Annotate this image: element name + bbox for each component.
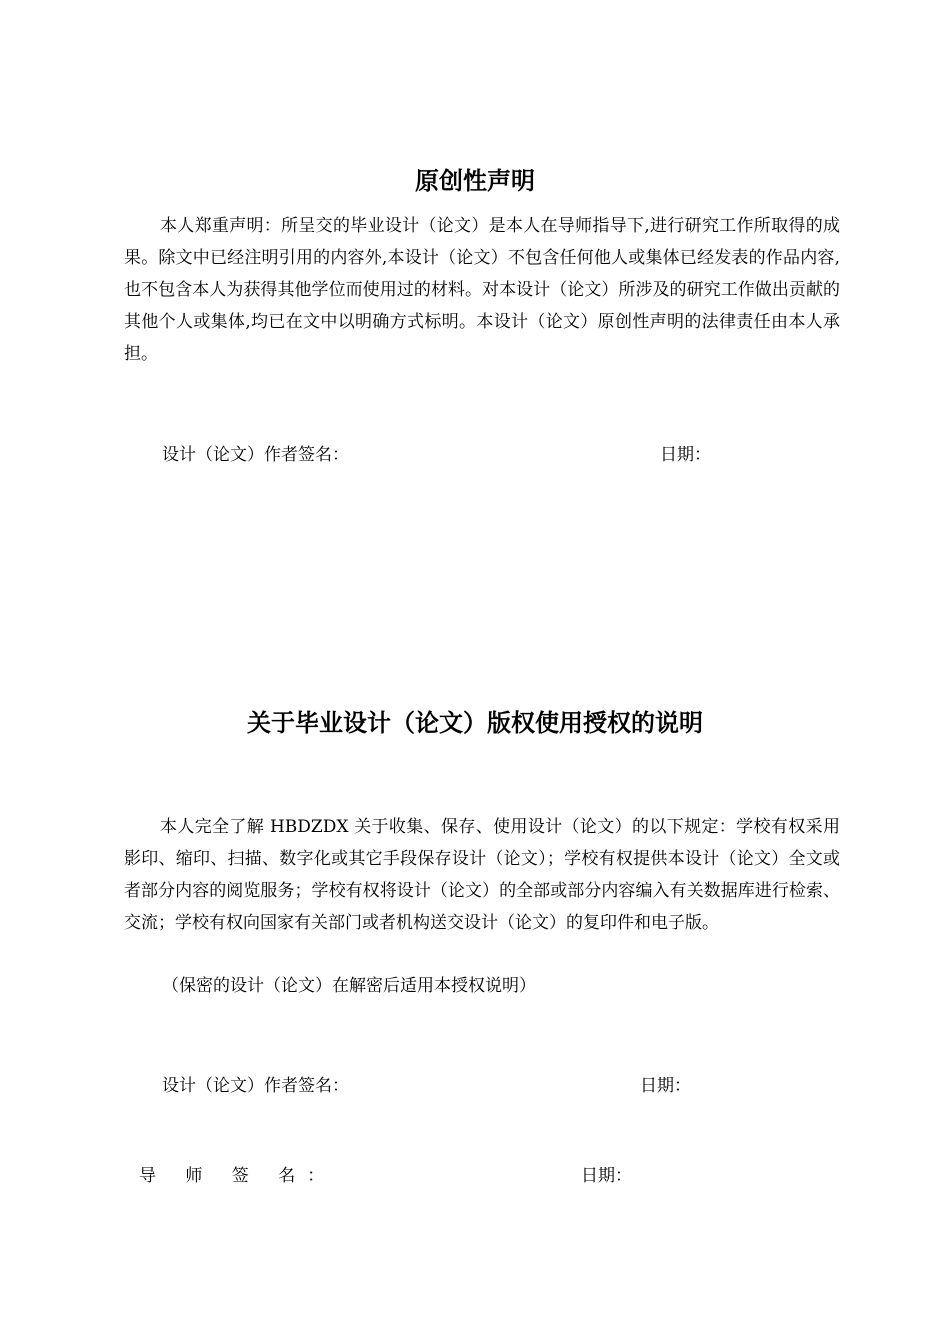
copyright-paragraph: 本人完全了解 HBDZDX 关于收集、保存、使用设计（论文）的以下规定：学校有权采用影印、缩印、扫描、数字化或其它手段保存设计（论文）；学校有权提供本设计（论文）全文或者部分内容的阅览服务；学校有权将设计（论文）的全部或部分内容编入有关数据库进行检索、交流；学校有权向国家有关部门或者机构送交设计（论文）的复印件和电子版。 (124, 817, 840, 933)
copyright-author-signature-label: 设计（论文）作者签名： (162, 1076, 349, 1096)
originality-author-signature-label: 设计（论文）作者签名： (162, 445, 349, 465)
copyright-title: 关于毕业设计（论文）版权使用授权的说明 (247, 709, 703, 737)
copyright-confidential-note: （保密的设计（论文）在解密后适用本授权说明） (162, 976, 536, 996)
originality-paragraph: 本人郑重声明：所呈交的毕业设计（论文）是本人在导师指导下,进行研究工作所取得的成果。除文中已经注明引用的内容外,本设计（论文）不包含任何他人或集体已经发表的作品内容,也不包含本人为获得其他学位而使用过的材料。对本设计（论文）所涉及的研究工作做出贡献的其他个人或集体,均已在文中以明确方式标明。本设计（论文）原创性声明的法律责任由本人承担。 (124, 216, 840, 364)
copyright-author-date-label: 日期： (640, 1076, 691, 1096)
originality-title: 原创性声明 (415, 167, 535, 195)
advisor-signature-label: 导 师 签 名： (139, 1166, 337, 1186)
advisor-date-label: 日期： (581, 1166, 632, 1186)
originality-date-label: 日期： (660, 445, 711, 465)
